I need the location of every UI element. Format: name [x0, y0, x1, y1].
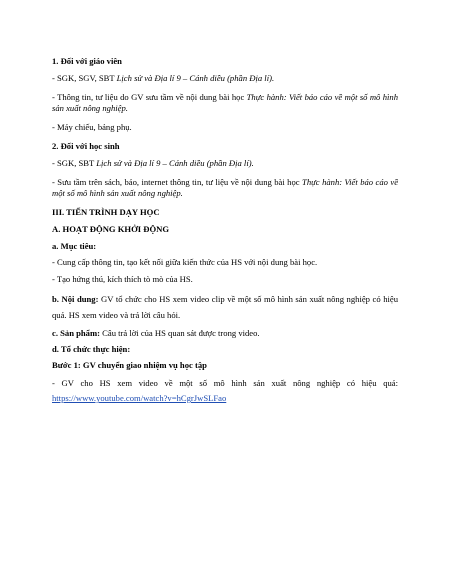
- teacher-heading: 1. Đối với giáo viên: [52, 56, 122, 66]
- student-item-2: [52, 177, 398, 199]
- org-heading: d. Tổ chức thực hiện:: [52, 344, 131, 354]
- goal-item-2: - Tạo hứng thú, kích thích tò mò của HS.: [52, 274, 193, 284]
- content-paragraph: [52, 291, 398, 323]
- teacher-item-1-prefix: - SGK, SGV, SBT: [52, 73, 117, 83]
- document-body: [52, 56, 398, 406]
- student-item-1: [52, 158, 398, 169]
- product-label: c. Sản phẩm:: [52, 328, 100, 338]
- product-text: Câu trả lời của HS quan sát được trong video.: [100, 328, 260, 338]
- student-item-2-italic: Thực hành: Viết báo cáo về một số mô hình sản xuất nông nghiệp.: [52, 177, 399, 198]
- teacher-item-1-italic: Lịch sử và Địa lí 9 – Cánh diều (phần Địa lí).: [116, 73, 275, 83]
- student-item-2-prefix: - Sưu tầm trên sách, báo, internet thông tin, tư liệu về nội dung bài học: [52, 177, 303, 187]
- content-text: GV tổ chức cho HS xem video clip về một số mô hình sản xuất nông nghiệp có hiệu quả. HS xem video và trả lời câu hỏi.: [52, 294, 398, 320]
- video-link[interactable]: https://www.youtube.com/watch?v=hCgrJwSLFao: [52, 393, 227, 403]
- student-heading: 2. Đối với học sinh: [52, 141, 120, 151]
- section-3-heading: III. TIẾN TRÌNH DẠY HỌC: [52, 207, 160, 217]
- student-item-1-italic: Lịch sử và Địa lí 9 – Cánh diều (phần Địa lí).: [96, 158, 254, 168]
- teacher-item-2-prefix: - Thông tin, tư liệu do GV sưu tầm về nội dung bài học: [52, 92, 247, 102]
- goal-item-1: - Cung cấp thông tin, tạo kết nối giữa kiến thức của HS với nội dung bài học.: [52, 257, 318, 267]
- product-paragraph: [52, 328, 398, 339]
- teacher-item-2: [52, 92, 398, 114]
- step-1-heading: Bước 1: GV chuyển giao nhiệm vụ học tập: [52, 360, 207, 370]
- goal-heading: a. Mục tiêu:: [52, 241, 97, 251]
- step-1-text: - GV cho HS xem video về một số mô hình sản xuất nông nghiệp có hiệu quả:: [52, 378, 398, 388]
- section-a-heading: A. HOẠT ĐỘNG KHỞI ĐỘNG: [52, 224, 170, 234]
- teacher-item-3: - Máy chiếu, bảng phụ.: [52, 122, 132, 132]
- step-1-paragraph: [52, 376, 398, 406]
- teacher-item-2-italic: Thực hành: Viết báo cáo về một số mô hình sản xuất nông nghiệp.: [52, 92, 398, 113]
- content-label: b. Nội dung:: [52, 294, 99, 304]
- teacher-item-1: [52, 73, 398, 84]
- student-item-1-prefix: - SGK, SBT: [52, 158, 97, 168]
